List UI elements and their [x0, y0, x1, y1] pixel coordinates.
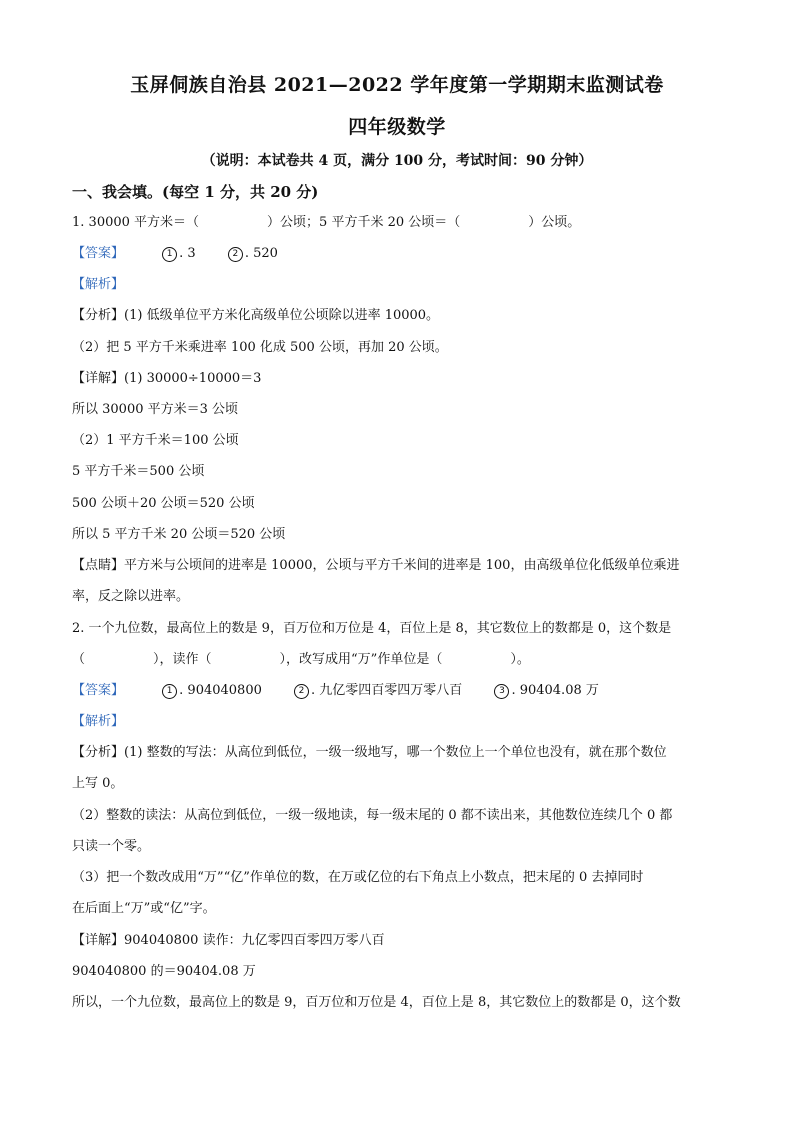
- q2-xiangjie-line2: 904040800 的＝90404.08 万: [72, 964, 256, 979]
- answer-item: 2 . 520: [228, 244, 278, 264]
- answer-tag: 【答案】: [72, 246, 125, 261]
- q1-fenxi-line2: （2）把 5 平方千米乘进率 100 化成 500 公顷，再加 20 公顷。: [72, 340, 448, 355]
- q2-analysis-tag: 【解析】: [72, 714, 125, 729]
- q1-dianjing-line2: 率，反之除以进率。: [72, 589, 190, 604]
- answer-tag: 【答案】: [72, 683, 125, 698]
- exam-subtitle: 四年级数学: [348, 116, 446, 138]
- q1-xiangjie-line6: 所以 5 平方千米 20 公顷＝520 公顷: [72, 527, 286, 542]
- q2-fenxi-line6: 在后面上“万”或“亿”字。: [72, 901, 216, 916]
- q1-xiangjie-line5: 500 公顷＋20 公顷＝520 公顷: [72, 496, 255, 511]
- circled-number-2: 2: [228, 247, 243, 262]
- q2-fenxi-line2: 上写 0。: [72, 776, 124, 791]
- q1-xiangjie-line4: 5 平方千米＝500 公顷: [72, 464, 205, 479]
- dianjing-tag: 【点睛】: [72, 558, 125, 573]
- q1-answer: [72, 244, 722, 264]
- answer-item: 3 . 90404.08 万: [494, 681, 598, 701]
- answer-item: 1 . 904040800: [162, 681, 262, 701]
- q1-question: [72, 213, 722, 233]
- q1-text-c: ）公顷。: [528, 215, 581, 230]
- q1-dianjing: 【点睛】平方米与公顷间的进率是 10000，公顷与平方千米间的进率是 100，由高级单位化低级单位乘进: [72, 558, 680, 573]
- exam-note: （说明：本试卷共 4 页，满分 100 分，考试时间：90 分钟）: [201, 153, 593, 169]
- q2-question-line2: （ ），读作（ ），改写成用“万”作单位是（ ）。: [72, 652, 530, 667]
- answer-item: 2 . 九亿零四百零四万零八百: [294, 681, 462, 701]
- fenxi-tag: 【分析】: [72, 745, 125, 760]
- q2-xiangjie-line3: 所以，一个九位数，最高位上的数是 9，百万位和万位是 4，百位上是 8，其它数位上的数都是 0，这个数: [72, 995, 681, 1010]
- q2-fenxi-line4: 只读一个零。: [72, 839, 151, 854]
- q2-fenxi-line3: （2）整数的读法：从高位到低位，一级一级地读，每一级末尾的 0 都不读出来，其他数位连续几个 0 都: [72, 808, 673, 823]
- q1-xiangjie: 【详解】(1) 30000÷10000＝3: [72, 371, 262, 386]
- q2-question-line1: 2. 一个九位数，最高位上的数是 9，百万位和万位是 4，百位上是 8，其它数位上的数都是 0，这个数是: [72, 621, 672, 636]
- q1-text-b: ）公顷；5 平方千米 20 公顷＝（: [267, 215, 461, 230]
- circled-number-2: 2: [294, 684, 309, 699]
- q1-number: 1.: [72, 215, 85, 230]
- xiangjie-tag: 【详解】: [72, 371, 125, 386]
- q1-analysis-tag: 【解析】: [72, 277, 125, 292]
- fenxi-tag: 【分析】: [72, 308, 125, 323]
- section-heading: 一、我会填。(每空 1 分，共 20 分): [72, 183, 319, 201]
- circled-number-1: 1: [162, 684, 177, 699]
- circled-number-1: 1: [162, 247, 177, 262]
- q1-fenxi: 【分析】(1) 低级单位平方米化高级单位公顷除以进率 10000。: [72, 308, 440, 323]
- q2-xiangjie: 【详解】904040800 读作：九亿零四百零四万零八百: [72, 933, 385, 948]
- q1-xiangjie-line3: （2）1 平方千米＝100 公顷: [72, 433, 239, 448]
- q1-xiangjie-line2: 所以 30000 平方米＝3 公顷: [72, 402, 239, 417]
- exam-title: 玉屏侗族自治县 2021—2022 学年度第一学期期末监测试卷: [130, 74, 664, 96]
- q2-fenxi: 【分析】(1) 整数的写法：从高位到低位，一级一级地写，哪一个数位上一个单位也没有，就在那个数位: [72, 745, 667, 760]
- answer-item: 1 . 3: [162, 244, 196, 264]
- xiangjie-tag: 【详解】: [72, 933, 125, 948]
- circled-number-3: 3: [494, 684, 509, 699]
- q2-answer: [72, 681, 722, 701]
- q2-fenxi-line5: （3）把一个数改成用“万”“亿”作单位的数，在万或亿位的右下角点上小数点，把末尾的 0 去掉同时: [72, 870, 644, 885]
- q1-text-a: 30000 平方米＝（: [88, 215, 200, 230]
